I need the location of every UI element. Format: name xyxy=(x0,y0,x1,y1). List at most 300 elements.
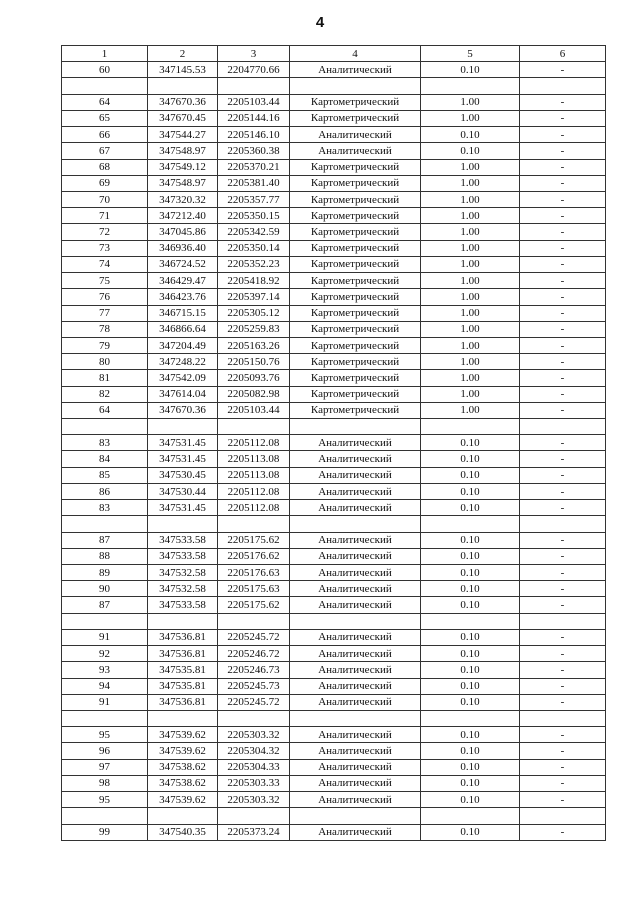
cell-note: - xyxy=(520,256,606,272)
cell-note: - xyxy=(520,743,606,759)
table-row xyxy=(62,143,606,159)
cell-x-coordinate: 347536.81 xyxy=(148,629,218,645)
cell-x-coordinate: 347532.58 xyxy=(148,565,218,581)
cell-x-coordinate: 347532.58 xyxy=(148,581,218,597)
cell-note: - xyxy=(520,483,606,499)
cell-x-coordinate xyxy=(148,710,218,726)
cell-y-coordinate: 2205342.59 xyxy=(218,224,290,240)
cell-y-coordinate: 2205303.32 xyxy=(218,727,290,743)
cell-x-coordinate: 347531.45 xyxy=(148,500,218,516)
cell-method: Аналитический xyxy=(290,646,421,662)
cell-accuracy: 0.10 xyxy=(421,532,520,548)
cell-note: - xyxy=(520,581,606,597)
cell-x-coordinate: 346724.52 xyxy=(148,256,218,272)
cell-method: Картометрический xyxy=(290,289,421,305)
cell-x-coordinate: 346866.64 xyxy=(148,321,218,337)
cell-note: - xyxy=(520,159,606,175)
cell-note: - xyxy=(520,208,606,224)
cell-point-number: 80 xyxy=(62,354,148,370)
cell-point-number: 97 xyxy=(62,759,148,775)
cell-x-coordinate: 347530.45 xyxy=(148,467,218,483)
table-row xyxy=(62,386,606,402)
cell-y-coordinate: 2205245.73 xyxy=(218,678,290,694)
cell-note: - xyxy=(520,305,606,321)
table-row xyxy=(62,824,606,840)
cell-point-number: 67 xyxy=(62,143,148,159)
table-row xyxy=(62,305,606,321)
cell-point-number xyxy=(62,419,148,435)
cell-x-coordinate: 347542.09 xyxy=(148,370,218,386)
cell-accuracy: 1.00 xyxy=(421,386,520,402)
cell-x-coordinate: 346429.47 xyxy=(148,273,218,289)
table-row xyxy=(62,597,606,613)
cell-note xyxy=(520,516,606,532)
cell-method: Аналитический xyxy=(290,483,421,499)
cell-y-coordinate: 2205304.33 xyxy=(218,759,290,775)
cell-method: Аналитический xyxy=(290,678,421,694)
cell-note: - xyxy=(520,386,606,402)
cell-x-coordinate: 347530.44 xyxy=(148,483,218,499)
cell-y-coordinate: 2205381.40 xyxy=(218,175,290,191)
cell-accuracy: 0.10 xyxy=(421,451,520,467)
cell-x-coordinate: 346936.40 xyxy=(148,240,218,256)
cell-x-coordinate: 347533.58 xyxy=(148,532,218,548)
cell-method: Аналитический xyxy=(290,597,421,613)
cell-note: - xyxy=(520,678,606,694)
cell-y-coordinate: 2205113.08 xyxy=(218,451,290,467)
cell-accuracy: 1.00 xyxy=(421,273,520,289)
cell-accuracy: 1.00 xyxy=(421,354,520,370)
table-row xyxy=(62,402,606,418)
cell-y-coordinate: 2205146.10 xyxy=(218,127,290,143)
cell-method: Аналитический xyxy=(290,629,421,645)
cell-note: - xyxy=(520,94,606,110)
cell-note: - xyxy=(520,662,606,678)
cell-point-number: 68 xyxy=(62,159,148,175)
cell-x-coordinate: 347614.04 xyxy=(148,386,218,402)
cell-accuracy: 0.10 xyxy=(421,759,520,775)
cell-note: - xyxy=(520,629,606,645)
cell-x-coordinate: 347531.45 xyxy=(148,451,218,467)
cell-method: Картометрический xyxy=(290,354,421,370)
cell-accuracy: 0.10 xyxy=(421,792,520,808)
table-row xyxy=(62,256,606,272)
cell-x-coordinate xyxy=(148,808,218,824)
cell-y-coordinate xyxy=(218,516,290,532)
cell-y-coordinate: 2205373.24 xyxy=(218,824,290,840)
cell-method: Аналитический xyxy=(290,127,421,143)
cell-x-coordinate: 347145.53 xyxy=(148,62,218,78)
cell-accuracy: 1.00 xyxy=(421,337,520,353)
table-row xyxy=(62,175,606,191)
cell-point-number: 75 xyxy=(62,273,148,289)
cell-accuracy: 1.00 xyxy=(421,110,520,126)
cell-point-number: 66 xyxy=(62,127,148,143)
cell-x-coordinate xyxy=(148,516,218,532)
cell-y-coordinate: 2205303.32 xyxy=(218,792,290,808)
cell-note: - xyxy=(520,694,606,710)
cell-point-number: 72 xyxy=(62,224,148,240)
cell-note: - xyxy=(520,467,606,483)
cell-x-coordinate xyxy=(148,78,218,94)
cell-accuracy: 0.10 xyxy=(421,548,520,564)
cell-method: Картометрический xyxy=(290,191,421,207)
cell-accuracy: 0.10 xyxy=(421,727,520,743)
page-number: 4 xyxy=(315,14,325,31)
cell-y-coordinate xyxy=(218,808,290,824)
cell-y-coordinate: 2205246.73 xyxy=(218,662,290,678)
table-row xyxy=(62,419,606,435)
cell-point-number: 88 xyxy=(62,548,148,564)
table-row xyxy=(62,646,606,662)
cell-x-coordinate: 346423.76 xyxy=(148,289,218,305)
cell-x-coordinate: 347533.58 xyxy=(148,548,218,564)
cell-x-coordinate: 347538.62 xyxy=(148,759,218,775)
table-row xyxy=(62,273,606,289)
cell-point-number: 98 xyxy=(62,775,148,791)
cell-method: Аналитический xyxy=(290,467,421,483)
cell-accuracy: 0.10 xyxy=(421,581,520,597)
cell-x-coordinate: 347248.22 xyxy=(148,354,218,370)
cell-method: Аналитический xyxy=(290,581,421,597)
cell-note: - xyxy=(520,824,606,840)
cell-x-coordinate: 347535.81 xyxy=(148,678,218,694)
cell-note: - xyxy=(520,354,606,370)
cell-note xyxy=(520,710,606,726)
cell-point-number: 81 xyxy=(62,370,148,386)
cell-note xyxy=(520,78,606,94)
cell-method: Аналитический xyxy=(290,792,421,808)
cell-method: Аналитический xyxy=(290,143,421,159)
table-row xyxy=(62,710,606,726)
cell-accuracy: 0.10 xyxy=(421,678,520,694)
table-row xyxy=(62,208,606,224)
cell-point-number: 92 xyxy=(62,646,148,662)
cell-x-coordinate: 347670.45 xyxy=(148,110,218,126)
table-row xyxy=(62,240,606,256)
cell-accuracy: 1.00 xyxy=(421,94,520,110)
cell-accuracy: 1.00 xyxy=(421,402,520,418)
cell-x-coordinate: 347533.58 xyxy=(148,597,218,613)
cell-accuracy xyxy=(421,808,520,824)
cell-method: Аналитический xyxy=(290,759,421,775)
table-row xyxy=(62,127,606,143)
cell-accuracy xyxy=(421,516,520,532)
cell-point-number: 79 xyxy=(62,337,148,353)
cell-y-coordinate: 2205112.08 xyxy=(218,435,290,451)
table-row xyxy=(62,808,606,824)
cell-y-coordinate: 2205103.44 xyxy=(218,402,290,418)
cell-method: Аналитический xyxy=(290,565,421,581)
cell-method xyxy=(290,419,421,435)
cell-point-number: 83 xyxy=(62,500,148,516)
cell-accuracy xyxy=(421,419,520,435)
cell-accuracy: 0.10 xyxy=(421,597,520,613)
cell-point-number xyxy=(62,613,148,629)
cell-y-coordinate: 2205112.08 xyxy=(218,500,290,516)
cell-y-coordinate: 2205397.14 xyxy=(218,289,290,305)
cell-y-coordinate: 2205352.23 xyxy=(218,256,290,272)
cell-point-number: 99 xyxy=(62,824,148,840)
cell-y-coordinate: 2205112.08 xyxy=(218,483,290,499)
cell-y-coordinate: 2205418.92 xyxy=(218,273,290,289)
table-row xyxy=(62,727,606,743)
cell-note: - xyxy=(520,289,606,305)
cell-x-coordinate: 347535.81 xyxy=(148,662,218,678)
column-header-2: 2 xyxy=(148,46,218,62)
cell-y-coordinate: 2205176.62 xyxy=(218,548,290,564)
cell-point-number: 87 xyxy=(62,532,148,548)
table-row xyxy=(62,613,606,629)
cell-method: Аналитический xyxy=(290,435,421,451)
cell-method: Картометрический xyxy=(290,175,421,191)
cell-note: - xyxy=(520,402,606,418)
cell-note: - xyxy=(520,727,606,743)
table-row xyxy=(62,321,606,337)
cell-y-coordinate: 2205303.33 xyxy=(218,775,290,791)
cell-x-coordinate: 347548.97 xyxy=(148,175,218,191)
cell-point-number: 94 xyxy=(62,678,148,694)
cell-y-coordinate: 2205163.26 xyxy=(218,337,290,353)
cell-x-coordinate: 347212.40 xyxy=(148,208,218,224)
cell-accuracy: 1.00 xyxy=(421,159,520,175)
cell-point-number: 76 xyxy=(62,289,148,305)
cell-note xyxy=(520,808,606,824)
cell-note: - xyxy=(520,548,606,564)
cell-x-coordinate: 347539.62 xyxy=(148,727,218,743)
cell-method: Аналитический xyxy=(290,662,421,678)
cell-method: Картометрический xyxy=(290,159,421,175)
table-row xyxy=(62,548,606,564)
cell-point-number: 91 xyxy=(62,694,148,710)
cell-y-coordinate: 2205246.72 xyxy=(218,646,290,662)
cell-note: - xyxy=(520,532,606,548)
cell-accuracy: 0.10 xyxy=(421,824,520,840)
column-header-1: 1 xyxy=(62,46,148,62)
cell-y-coordinate: 2205082.98 xyxy=(218,386,290,402)
cell-accuracy: 0.10 xyxy=(421,62,520,78)
cell-point-number: 65 xyxy=(62,110,148,126)
cell-accuracy: 0.10 xyxy=(421,662,520,678)
cell-note: - xyxy=(520,321,606,337)
cell-method: Аналитический xyxy=(290,694,421,710)
cell-method: Картометрический xyxy=(290,110,421,126)
header-row xyxy=(62,46,606,62)
cell-accuracy: 0.10 xyxy=(421,743,520,759)
cell-y-coordinate xyxy=(218,710,290,726)
table-row xyxy=(62,435,606,451)
table-row xyxy=(62,500,606,516)
cell-point-number xyxy=(62,516,148,532)
table-row xyxy=(62,678,606,694)
cell-x-coordinate: 347531.45 xyxy=(148,435,218,451)
cell-accuracy: 0.10 xyxy=(421,694,520,710)
cell-note: - xyxy=(520,175,606,191)
cell-note: - xyxy=(520,110,606,126)
cell-y-coordinate: 2204770.66 xyxy=(218,62,290,78)
cell-y-coordinate: 2205350.15 xyxy=(218,208,290,224)
table-row xyxy=(62,159,606,175)
cell-y-coordinate: 2205175.63 xyxy=(218,581,290,597)
cell-point-number: 95 xyxy=(62,792,148,808)
cell-y-coordinate: 2205103.44 xyxy=(218,94,290,110)
cell-accuracy: 0.10 xyxy=(421,435,520,451)
cell-note: - xyxy=(520,451,606,467)
cell-method xyxy=(290,78,421,94)
table-row xyxy=(62,775,606,791)
cell-x-coordinate: 347544.27 xyxy=(148,127,218,143)
cell-point-number: 78 xyxy=(62,321,148,337)
cell-y-coordinate: 2205144.16 xyxy=(218,110,290,126)
cell-note: - xyxy=(520,792,606,808)
cell-x-coordinate: 347670.36 xyxy=(148,402,218,418)
cell-method: Аналитический xyxy=(290,743,421,759)
cell-point-number: 96 xyxy=(62,743,148,759)
cell-accuracy: 0.10 xyxy=(421,467,520,483)
cell-y-coordinate xyxy=(218,78,290,94)
cell-method xyxy=(290,516,421,532)
cell-accuracy: 1.00 xyxy=(421,240,520,256)
cell-note: - xyxy=(520,273,606,289)
cell-y-coordinate: 2205176.63 xyxy=(218,565,290,581)
column-header-6: 6 xyxy=(520,46,606,62)
cell-point-number: 93 xyxy=(62,662,148,678)
cell-accuracy: 0.10 xyxy=(421,629,520,645)
table-row xyxy=(62,451,606,467)
cell-note xyxy=(520,613,606,629)
table-header xyxy=(62,46,606,62)
cell-accuracy xyxy=(421,78,520,94)
table-row xyxy=(62,516,606,532)
cell-note: - xyxy=(520,191,606,207)
cell-method xyxy=(290,613,421,629)
cell-point-number: 64 xyxy=(62,94,148,110)
table-row xyxy=(62,694,606,710)
cell-note: - xyxy=(520,62,606,78)
cell-method: Аналитический xyxy=(290,500,421,516)
cell-point-number: 69 xyxy=(62,175,148,191)
cell-method: Аналитический xyxy=(290,775,421,791)
cell-method: Аналитический xyxy=(290,548,421,564)
cell-point-number xyxy=(62,78,148,94)
table-row xyxy=(62,370,606,386)
column-header-4: 4 xyxy=(290,46,421,62)
cell-point-number: 74 xyxy=(62,256,148,272)
cell-x-coordinate: 347538.62 xyxy=(148,775,218,791)
cell-method: Аналитический xyxy=(290,532,421,548)
cell-accuracy: 1.00 xyxy=(421,289,520,305)
coordinates-table xyxy=(61,45,606,841)
cell-accuracy: 1.00 xyxy=(421,370,520,386)
table-row xyxy=(62,565,606,581)
cell-y-coordinate: 2205245.72 xyxy=(218,694,290,710)
table-row xyxy=(62,62,606,78)
cell-accuracy: 1.00 xyxy=(421,305,520,321)
cell-accuracy: 1.00 xyxy=(421,191,520,207)
cell-x-coordinate xyxy=(148,419,218,435)
cell-x-coordinate: 347539.62 xyxy=(148,743,218,759)
table-row xyxy=(62,581,606,597)
cell-method: Картометрический xyxy=(290,256,421,272)
cell-y-coordinate: 2205370.21 xyxy=(218,159,290,175)
cell-point-number: 84 xyxy=(62,451,148,467)
cell-method: Картометрический xyxy=(290,337,421,353)
table-body xyxy=(62,62,606,841)
cell-y-coordinate: 2205150.76 xyxy=(218,354,290,370)
cell-point-number: 82 xyxy=(62,386,148,402)
cell-point-number: 60 xyxy=(62,62,148,78)
cell-point-number xyxy=(62,808,148,824)
table-row xyxy=(62,483,606,499)
cell-method: Картометрический xyxy=(290,305,421,321)
cell-x-coordinate: 347548.97 xyxy=(148,143,218,159)
cell-point-number: 91 xyxy=(62,629,148,645)
cell-x-coordinate: 347539.62 xyxy=(148,792,218,808)
cell-y-coordinate: 2205245.72 xyxy=(218,629,290,645)
cell-y-coordinate: 2205175.62 xyxy=(218,597,290,613)
cell-y-coordinate: 2205175.62 xyxy=(218,532,290,548)
cell-point-number xyxy=(62,710,148,726)
cell-point-number: 87 xyxy=(62,597,148,613)
cell-point-number: 73 xyxy=(62,240,148,256)
cell-accuracy: 0.10 xyxy=(421,143,520,159)
cell-note xyxy=(520,419,606,435)
cell-note: - xyxy=(520,240,606,256)
cell-x-coordinate: 347670.36 xyxy=(148,94,218,110)
cell-y-coordinate: 2205305.12 xyxy=(218,305,290,321)
cell-accuracy: 1.00 xyxy=(421,256,520,272)
column-header-5: 5 xyxy=(421,46,520,62)
table-row xyxy=(62,629,606,645)
table-row xyxy=(62,78,606,94)
cell-accuracy: 1.00 xyxy=(421,321,520,337)
cell-y-coordinate: 2205360.38 xyxy=(218,143,290,159)
cell-point-number: 95 xyxy=(62,727,148,743)
cell-method: Картометрический xyxy=(290,402,421,418)
cell-note: - xyxy=(520,435,606,451)
cell-method: Аналитический xyxy=(290,451,421,467)
cell-y-coordinate: 2205093.76 xyxy=(218,370,290,386)
cell-note: - xyxy=(520,143,606,159)
cell-method: Аналитический xyxy=(290,727,421,743)
table-row xyxy=(62,110,606,126)
cell-note: - xyxy=(520,500,606,516)
cell-point-number: 90 xyxy=(62,581,148,597)
cell-y-coordinate: 2205259.83 xyxy=(218,321,290,337)
cell-method: Картометрический xyxy=(290,370,421,386)
cell-accuracy: 1.00 xyxy=(421,208,520,224)
cell-method: Картометрический xyxy=(290,273,421,289)
cell-point-number: 77 xyxy=(62,305,148,321)
table-row xyxy=(62,224,606,240)
cell-note: - xyxy=(520,759,606,775)
cell-x-coordinate: 347320.32 xyxy=(148,191,218,207)
cell-accuracy: 1.00 xyxy=(421,175,520,191)
cell-accuracy: 0.10 xyxy=(421,127,520,143)
cell-accuracy xyxy=(421,613,520,629)
cell-y-coordinate: 2205350.14 xyxy=(218,240,290,256)
cell-x-coordinate: 347549.12 xyxy=(148,159,218,175)
cell-note: - xyxy=(520,127,606,143)
cell-point-number: 83 xyxy=(62,435,148,451)
table-row xyxy=(62,354,606,370)
table-row xyxy=(62,532,606,548)
cell-note: - xyxy=(520,775,606,791)
table-row xyxy=(62,94,606,110)
table-row xyxy=(62,191,606,207)
column-header-3: 3 xyxy=(218,46,290,62)
cell-accuracy: 0.10 xyxy=(421,565,520,581)
